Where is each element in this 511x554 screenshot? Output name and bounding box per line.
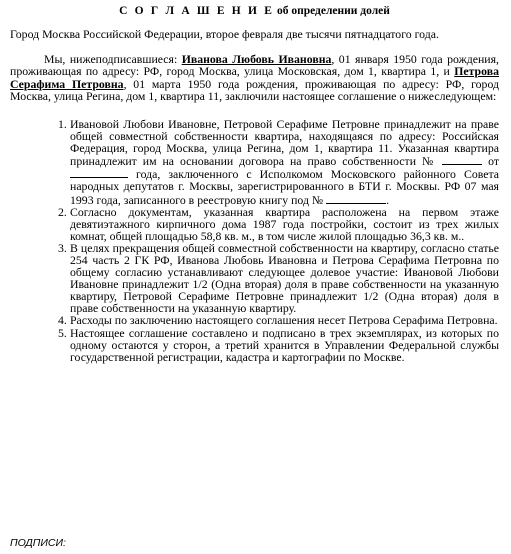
clause-item xyxy=(58,240,499,316)
second-party-details: , 01 марта 1950 года рождения, проживающая по адресу: РФ, город Москва, улица Регина, дом 1, квартира 11, заключили настоящее соглашение о нижеследующем: xyxy=(10,76,500,104)
clause-number: 4. xyxy=(58,313,67,328)
clause-text: Настоящее соглашение составлено и подписано в трех экземплярах, из которых по одному остаются у сторон, а третий хранится в Управлении Федеральной службы государственной регистрации, кадастра и картографии по Москве. xyxy=(70,325,499,364)
clause-item xyxy=(58,204,499,243)
clauses-list xyxy=(10,118,499,363)
first-party-name: Иванова Любовь Ивановна xyxy=(181,51,332,66)
signatures-label: ПОДПИСИ: xyxy=(10,537,66,549)
clause-text: Ивановой Любови Ивановне, Петровой Серафиме Петровне принадлежит на праве общей совместной собственности квартира, находящаяся по адресу: Российская Федерация, город Москва, улица Регина, дом 1, квартира 11. Указанная квартира принадлежит им на основании договора на право собственности № xyxy=(70,116,499,169)
clause-text: Согласно документам, указанная квартира расположена на первом этаже девятиэтажного кирпичного дома 1987 года постройки, состоит из трех жилых комнат, общей площадью 58,8 кв. м., в том числе жилой площадью 36,3 кв. м.. xyxy=(70,204,499,243)
first-party-details: , 01 января 1950 года рождения, проживающая по адресу: РФ, город Москва, улица Московская, дом 1, квартира 1, и xyxy=(10,51,499,79)
document-title-rest: об определении долей xyxy=(274,5,390,17)
clause-item xyxy=(58,325,499,364)
clause-item xyxy=(58,116,500,207)
clause-text: Расходы по заключению настоящего соглашения несет Петрова Серафима Петровна. xyxy=(70,313,498,328)
blank-contract-number xyxy=(442,154,482,165)
clause-number: 1. xyxy=(58,116,67,131)
clause-number: 2. xyxy=(58,204,67,219)
clause-text: В целях прекращения общей совместной собственности на квартиру, согласно статье 254 часть 2 ГК РФ, Иванова Любовь Ивановна и Петрова Серафима Петровна по общему согласию устанавливают следующее долевое участие: Ивановой Любови Ивановне принадлежит 1/2 (Одна вторая) доля в праве собственности на указанную квартиру, Петровой Серафиме Петровне принадлежит 1/2 (Одна вторая) доля в праве собственности на указанную квартиру. xyxy=(70,240,499,316)
clause-text: . xyxy=(386,192,390,207)
clause-text: от xyxy=(488,154,500,169)
place-date-paragraph: Город Москва Российской Федерации, второе февраля две тысячи пятнадцатого года. xyxy=(10,27,439,41)
second-party-name: Петрова Серафима Петровна xyxy=(10,64,499,91)
parties-lead-text: Мы, нижеподписавшиеся: xyxy=(44,51,182,66)
document-title-main: С О Г Л А Ш Е Н И Е xyxy=(119,5,275,17)
clause-number: 3. xyxy=(58,240,67,255)
document-title xyxy=(10,4,499,18)
blank-registry-number xyxy=(326,193,386,204)
clause-text: года, заключенного с Исполкомом Московского районного Совета народных депутатов г. Москвы, зарегистрированного в БТИ г. Москвы. РФ 07 мая 1993 года, записанного в реестровую книгу под № xyxy=(70,167,499,207)
blank-contract-date xyxy=(70,167,128,178)
parties-paragraph xyxy=(10,53,499,103)
clause-number: 5. xyxy=(58,325,67,340)
